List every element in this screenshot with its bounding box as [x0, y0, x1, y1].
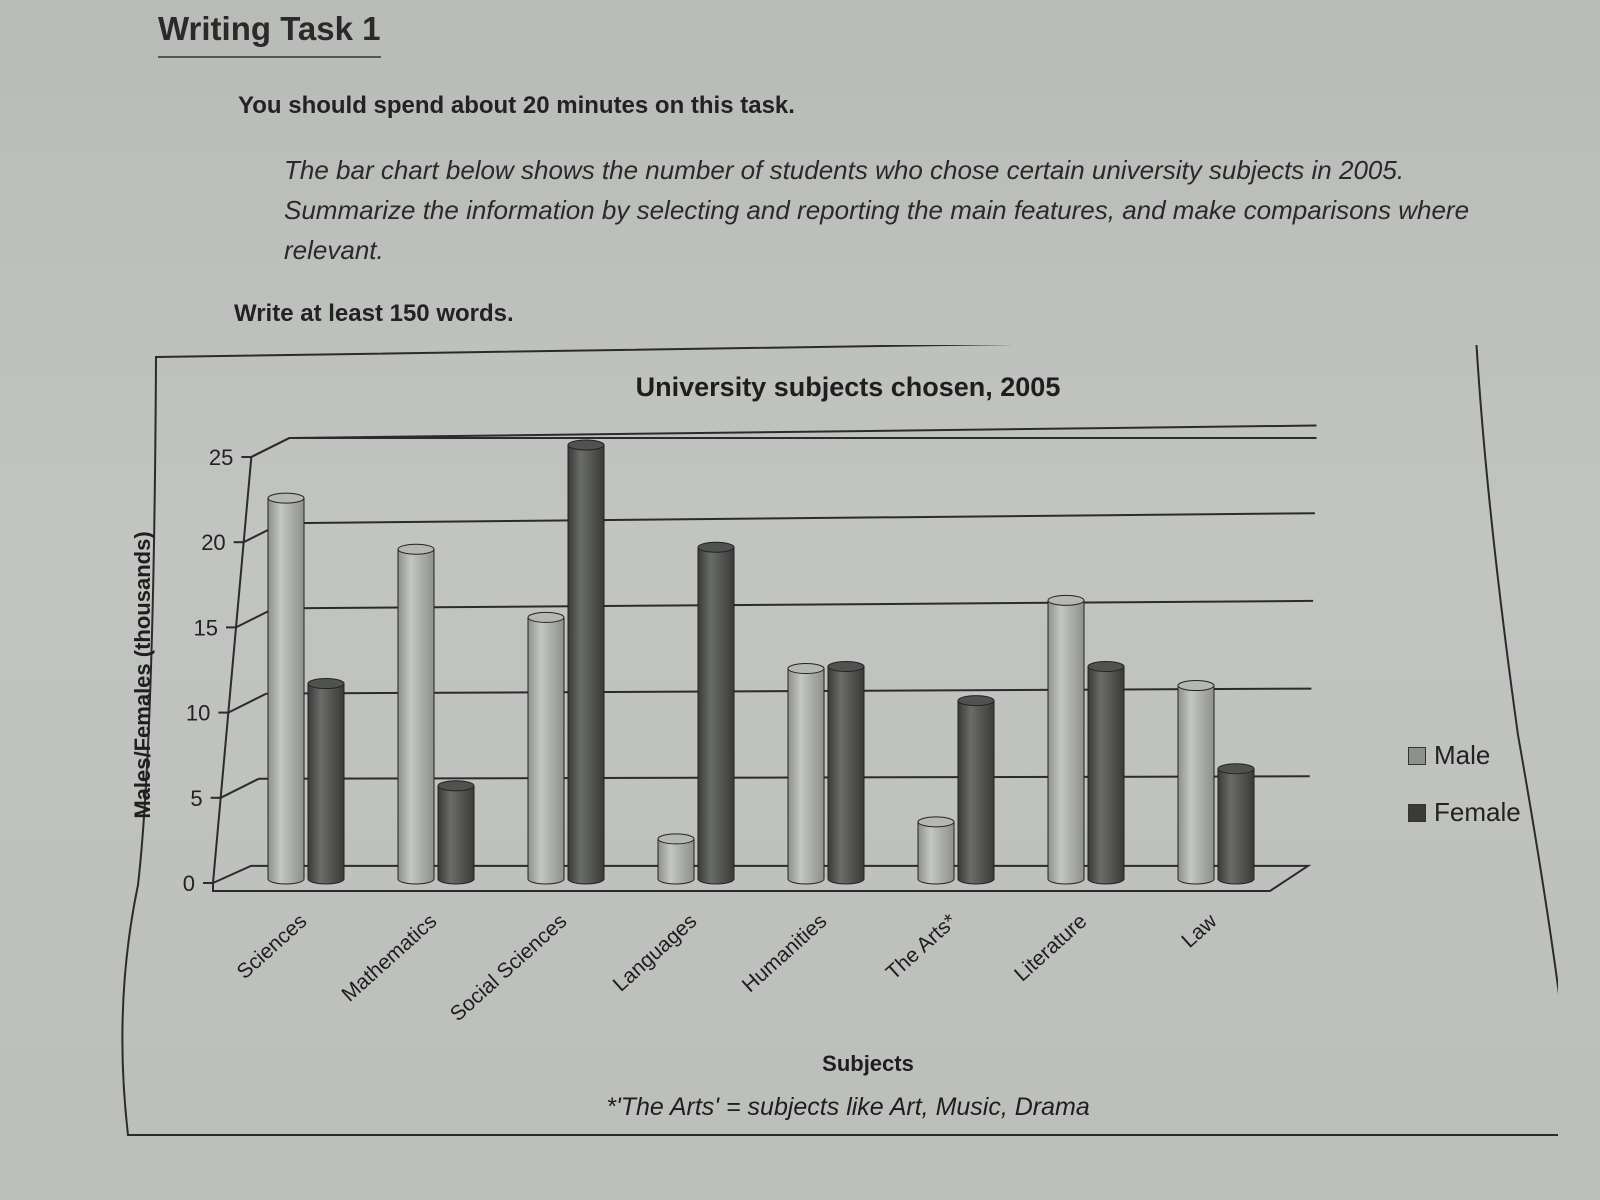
legend-label-male: Male [1434, 740, 1491, 770]
x-axis-label: Subjects [822, 1051, 914, 1076]
bar-top-female-4 [828, 662, 864, 672]
bar-male-6 [1048, 600, 1084, 884]
y-tick-label-0: 0 [182, 871, 195, 896]
plot-floor [213, 866, 1308, 891]
bar-top-male-2 [528, 612, 564, 622]
bar-chart [118, 345, 1558, 1145]
bar-top-female-5 [958, 696, 994, 706]
bar-top-male-4 [788, 664, 824, 674]
time-instruction: You should spend about 20 minutes on this task. [238, 92, 795, 119]
x-tick-label-6: Literature [1010, 909, 1092, 987]
bar-top-female-0 [308, 679, 344, 689]
plot-back-top [251, 438, 1316, 457]
bar-female-5 [958, 701, 994, 884]
y-tick-label-15: 15 [193, 615, 219, 641]
bar-top-female-2 [568, 440, 604, 450]
task-prompt: The bar chart below shows the number of students who chose certain university subjects in 2005. Summarize the information by selecting and reporting the main features, and make comparisons where relevant. [284, 155, 1470, 265]
x-tick-label-2: Social Sciences [445, 909, 572, 1026]
bar-female-4 [828, 667, 864, 884]
legend-swatch-female [1408, 804, 1426, 822]
task-title: Writing Task 1 [158, 10, 381, 58]
bar-top-male-7 [1178, 681, 1214, 691]
bar-female-3 [698, 547, 734, 884]
gridline-20 [282, 513, 1315, 523]
x-tick-label-5: The Arts* [881, 909, 962, 985]
bar-top-male-0 [268, 493, 304, 503]
chart-footnote: *'The Arts' = subjects like Art, Music, Drama [606, 1093, 1090, 1121]
bar-top-male-6 [1048, 595, 1084, 605]
bar-male-7 [1178, 686, 1214, 884]
y-tick-label-20: 20 [201, 530, 226, 556]
y-tick-label-10: 10 [185, 700, 211, 726]
bar-female-0 [308, 684, 344, 884]
y-axis-line [213, 457, 251, 883]
legend-item-male [1408, 740, 1521, 771]
legend-label-female: Female [1434, 797, 1521, 827]
bar-top-male-5 [918, 817, 954, 827]
bar-top-male-3 [658, 834, 694, 844]
bar-male-3 [658, 839, 694, 884]
y-axis-label: Males/Females (thousands) [130, 531, 155, 819]
bar-male-5 [918, 822, 954, 884]
y-tick-label-25: 25 [208, 445, 234, 470]
bar-top-male-1 [398, 544, 434, 554]
bar-female-6 [1088, 667, 1124, 884]
bar-top-female-3 [698, 542, 734, 552]
x-tick-label-1: Mathematics [337, 909, 442, 1007]
gridline-slant-25 [251, 438, 289, 457]
bar-male-0 [268, 498, 304, 884]
bar-female-2 [568, 445, 604, 884]
bar-male-4 [788, 669, 824, 884]
bar-top-female-6 [1088, 662, 1124, 672]
chart-frame [118, 345, 1558, 1145]
y-tick-label-5: 5 [190, 785, 203, 811]
chart-title: University subjects chosen, 2005 [635, 372, 1061, 402]
gridline-slant-5 [221, 779, 259, 798]
legend-swatch-male [1408, 747, 1426, 765]
bar-top-female-7 [1218, 764, 1254, 774]
bar-male-1 [398, 549, 434, 884]
bar-top-female-1 [438, 781, 474, 791]
x-tick-label-0: Sciences [232, 909, 312, 984]
bar-female-1 [438, 786, 474, 884]
legend-item-female [1408, 797, 1521, 828]
bar-male-2 [528, 617, 564, 884]
x-tick-label-7: Law [1177, 909, 1222, 953]
word-count-instruction: Write at least 150 words. [234, 300, 514, 327]
gridline-25 [289, 426, 1316, 439]
x-tick-label-4: Humanities [737, 909, 832, 998]
chart-legend [1408, 740, 1521, 854]
bar-female-7 [1218, 769, 1254, 884]
x-tick-label-3: Languages [608, 909, 702, 997]
gridline-slant-10 [228, 694, 266, 713]
